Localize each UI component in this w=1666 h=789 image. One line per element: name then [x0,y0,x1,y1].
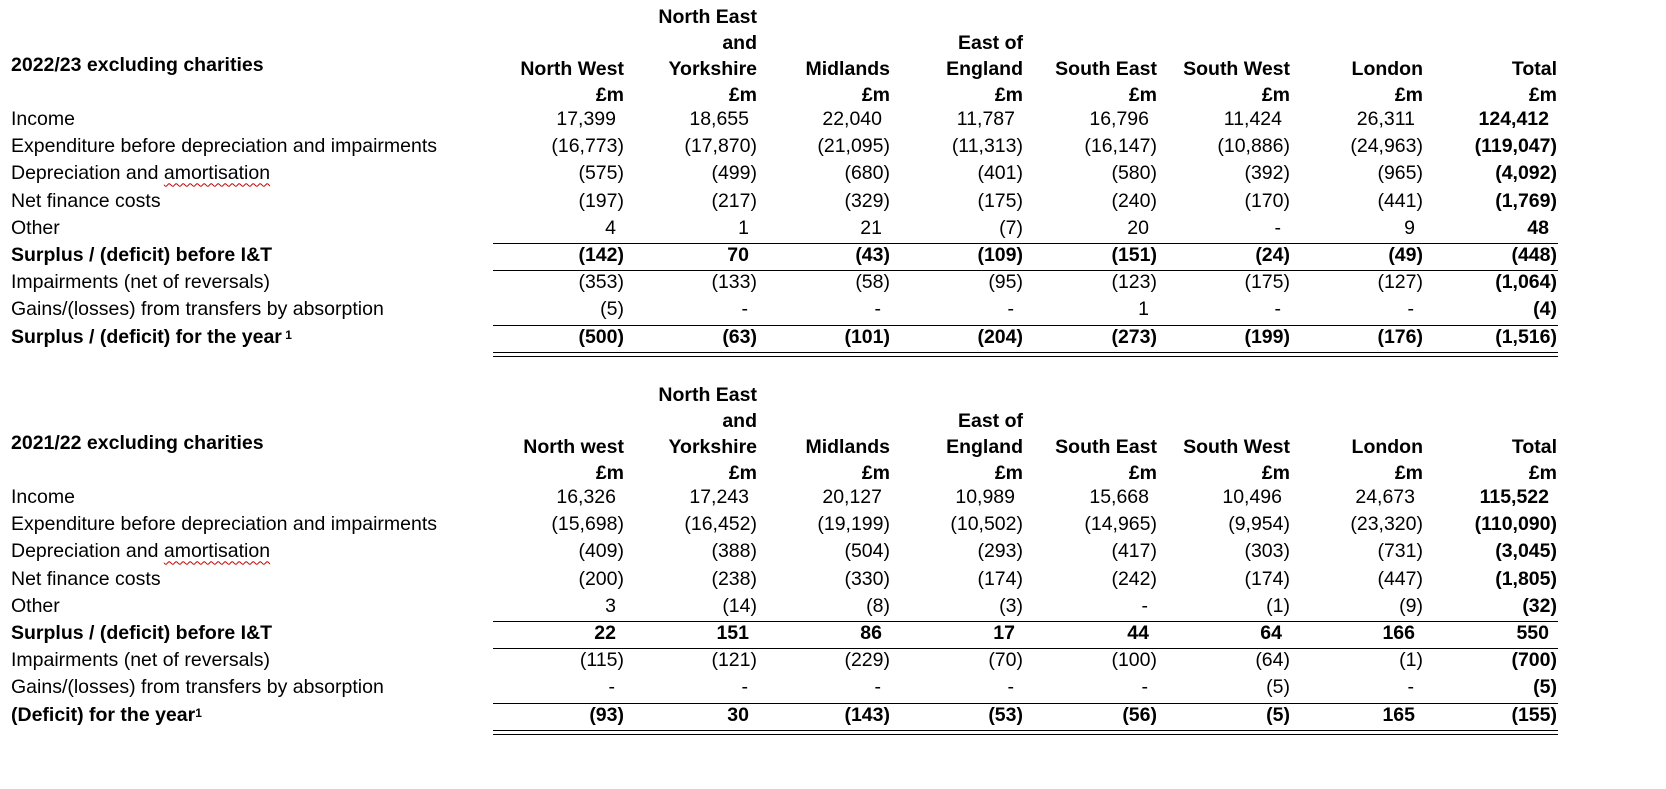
value-cell: (441) [1377,189,1423,212]
value-cell: (63) [722,325,757,348]
column-header-line [1055,382,1157,408]
column-header-line: £m [728,84,757,106]
value-cell: 17,399 [556,108,616,130]
value-cell: (392) [1244,162,1290,185]
column-header-line [523,382,624,408]
value-cell: (273) [1111,325,1157,348]
column-header-line [1352,4,1423,30]
total-cell: (119,047) [1474,135,1557,158]
column-header [1512,4,1557,108]
value-cell: (19,199) [817,513,890,536]
total-cell: (700) [1511,649,1557,672]
total-cell: 550 [1516,622,1549,644]
table-row [0,566,1666,593]
total-rule-top [493,325,1558,326]
table-row [0,593,1666,620]
column-header [805,4,890,108]
column-header [1055,382,1157,486]
column-header-line [520,30,624,56]
value-cell: (15,698) [551,513,624,536]
total-cell: (1,064) [1495,271,1557,294]
table-row [0,242,1666,269]
value-cell: (49) [1388,244,1423,266]
value-cell: (8) [866,594,890,617]
table-row [0,133,1666,160]
value-cell: 24,673 [1355,486,1415,508]
value-cell: 11,424 [1223,108,1282,130]
value-cell: 3 [605,594,616,617]
value-cell: 16,796 [1089,108,1149,130]
table-row [0,702,1666,729]
value-cell: (70) [988,649,1023,672]
value-cell: (7) [999,216,1023,239]
table-row [0,674,1666,701]
column-header [946,4,1023,108]
value-cell: 21 [860,216,882,239]
subtotal-rule-top [493,621,1558,622]
row-label-text: Net finance costs [11,567,161,590]
value-cell: (9,954) [1228,513,1290,536]
column-header-line: £m [1394,84,1423,106]
column-header-line: East of [957,32,1023,54]
column-header-line [1512,408,1557,434]
value-cell: 18,655 [689,108,749,130]
total-cell: (1,805) [1495,567,1557,590]
value-cell: 22,040 [822,108,882,130]
value-cell: (142) [578,244,624,266]
value-cell: 26,311 [1356,108,1415,130]
value-cell: (11,313) [951,135,1023,158]
row-label [11,215,60,242]
column-header-line: £m [1261,84,1290,106]
value-cell: (24) [1255,244,1290,266]
table-row [0,106,1666,133]
column-header-line: Yorkshire [668,58,757,80]
row-label [11,620,272,647]
row-label [11,484,75,511]
column-header-line: £m [1394,462,1423,484]
column-header-line: South East [1055,436,1157,458]
value-cell: (121) [711,649,757,672]
column-header-line: Total [1511,436,1557,458]
column-header [658,4,757,108]
value-cell: (101) [844,325,890,348]
column-header [658,382,757,486]
value-cell: (53) [988,703,1023,726]
row-label [11,242,272,269]
row-label-part: Depreciation and [11,540,164,563]
column-header-line [805,30,890,56]
value-cell: 22 [594,622,616,644]
value-cell: (21,095) [817,135,890,158]
row-label [11,593,60,620]
value-cell: (56) [1122,703,1157,726]
column-header [1183,382,1290,486]
column-header-line: South East [1055,58,1157,80]
column-header-line [1055,4,1157,30]
value-cell: 151 [716,622,749,644]
row-label [11,538,270,565]
value-cell: 11,787 [956,108,1015,130]
row-label [11,647,270,674]
value-cell: - [874,676,881,699]
column-header-line: £m [994,84,1023,106]
table-header [0,378,1666,486]
column-header-line [1183,30,1290,56]
column-header-line [1183,4,1290,30]
column-header-line: England [946,436,1023,458]
value-cell: 166 [1382,622,1415,644]
table-row [0,620,1666,647]
row-label-text: Surplus / (deficit) before I&T [11,622,273,644]
column-header-line: Yorkshire [668,436,757,458]
value-cell: (401) [977,162,1023,185]
row-label-text: Other [11,216,60,239]
footnote-marker: 1 [281,327,292,342]
value-cell: (93) [589,703,624,726]
row-label-text: Expenditure before depreciation and impairments [11,135,438,158]
value-cell: - [1407,676,1414,699]
row-label-text: Net finance costs [11,189,161,212]
value-cell: (303) [1244,540,1290,563]
total-cell: 124,412 [1478,108,1549,130]
column-header [805,382,890,486]
column-header-line: North East [658,6,757,28]
value-cell: (151) [1111,244,1157,266]
value-cell: (504) [844,540,890,563]
total-cell: 48 [1527,216,1549,239]
value-cell: (174) [1244,567,1290,590]
row-label [11,160,270,187]
column-header [1512,382,1557,486]
value-cell: (16,147) [1084,135,1157,158]
column-header-line: £m [1528,84,1557,106]
value-cell: (217) [711,189,757,212]
value-cell: (447) [1377,567,1423,590]
value-cell: - [1274,216,1281,239]
value-cell: (200) [578,567,624,590]
column-header-line: North west [523,436,624,458]
value-cell: - [1141,676,1148,699]
value-cell: - [1141,594,1148,617]
value-cell: - [741,676,748,699]
value-cell: (123) [1111,271,1157,294]
value-cell: (10,886) [1217,135,1290,158]
column-header [523,382,624,486]
value-cell: (115) [579,649,624,672]
column-header-line [1512,30,1557,56]
value-cell: (580) [1111,162,1157,185]
footnote-marker: 1 [195,705,202,720]
value-cell: 15,668 [1089,486,1149,508]
column-header-line [946,382,1023,408]
row-label-text: Income [11,108,75,130]
value-cell: (133) [711,271,757,294]
value-cell: (293) [977,540,1023,563]
column-header-line: and [722,32,757,54]
value-cell: - [1007,676,1014,699]
column-header-line: £m [1128,462,1157,484]
value-cell: (417) [1111,540,1157,563]
value-cell: (238) [711,567,757,590]
value-cell: (409) [578,540,624,563]
value-cell: (16,452) [684,513,757,536]
value-cell: - [1007,298,1014,321]
column-header-line: England [946,58,1023,80]
column-header-line [1352,382,1423,408]
column-header-line: Midlands [805,436,890,458]
value-cell: (5) [1266,703,1290,726]
column-header-line: Midlands [805,58,890,80]
value-cell: (95) [988,271,1023,294]
value-cell: (64) [1255,649,1290,672]
value-cell: 9 [1404,216,1415,239]
value-cell: (199) [1244,325,1290,348]
subtotal-rule-top [493,243,1558,244]
value-cell: (175) [1244,271,1290,294]
column-header-line: £m [994,462,1023,484]
value-cell: - [741,298,748,321]
column-header-line: South West [1183,58,1290,80]
column-header-line: £m [1528,462,1557,484]
value-cell: (170) [1244,189,1290,212]
total-cell: (32) [1522,594,1557,617]
value-cell: (5) [1266,676,1290,699]
row-label-text: Other [11,594,60,617]
value-cell: 86 [860,622,882,644]
value-cell: (175) [977,189,1023,212]
value-cell: 165 [1382,703,1415,726]
column-header-line: £m [595,462,624,484]
row-label [11,566,161,593]
column-header-line [1512,382,1557,408]
value-cell: - [1407,298,1414,321]
value-cell: 30 [727,703,749,726]
row-label-text: Impairments (net of reversals) [11,649,270,672]
table-title: 2021/22 excluding charities [11,432,264,454]
subtotal-rule-bottom [493,270,1558,271]
value-cell: (204) [977,325,1023,348]
value-cell: (731) [1377,540,1423,563]
total-rule-top [493,703,1558,704]
value-cell: (229) [844,649,890,672]
value-cell: (14,965) [1084,513,1157,536]
value-cell: 20,127 [822,486,882,508]
total-cell: (4) [1533,298,1557,321]
column-header-line: £m [1261,462,1290,484]
column-header-line: £m [1128,84,1157,106]
table-row [0,160,1666,187]
row-label [11,674,384,701]
value-cell: - [608,676,615,699]
value-cell: (965) [1377,162,1423,185]
value-cell: 44 [1127,622,1149,644]
value-cell: - [1274,298,1281,321]
row-label-text: Surplus / (deficit) for the year [11,325,282,348]
value-cell: 16,326 [556,486,616,508]
table-title: 2022/23 excluding charities [11,54,264,76]
column-header-line: Total [1511,58,1557,80]
value-cell: (23,320) [1350,513,1423,536]
column-header-line [1055,408,1157,434]
value-cell: (330) [844,567,890,590]
column-header-line: North West [520,58,624,80]
row-label-text: Surplus / (deficit) before I&T [11,244,273,266]
value-cell: 17,243 [689,486,749,508]
value-cell: (143) [844,703,890,726]
column-header [1352,382,1423,486]
value-cell: (242) [1111,567,1157,590]
total-cell: (5) [1533,676,1557,699]
row-label [11,702,202,729]
row-label [11,106,75,133]
value-cell: (127) [1377,271,1423,294]
value-cell: (43) [855,244,890,266]
row-label [11,324,292,351]
value-cell: (176) [1377,325,1423,348]
column-header [1352,4,1423,108]
column-header-line [1183,408,1290,434]
row-label [11,269,270,296]
value-cell: 10,496 [1222,486,1282,508]
row-label [11,296,384,323]
column-header-line: London [1351,436,1423,458]
value-cell: 17 [993,622,1015,644]
value-cell: 1 [1138,298,1149,321]
column-header-line [1183,382,1290,408]
column-header [520,4,624,108]
value-cell: (10,502) [950,513,1023,536]
value-cell: (1) [1266,594,1290,617]
value-cell: 1 [738,216,749,239]
value-cell: (388) [711,540,757,563]
value-cell: 4 [605,216,616,239]
column-header-line: £m [861,84,890,106]
value-cell: (17,870) [684,135,757,158]
total-double-rule [493,352,1558,357]
column-header-line: North East [658,384,757,406]
column-header-line [523,408,624,434]
column-header-line [1512,4,1557,30]
column-header-line: £m [595,84,624,106]
column-header [1183,4,1290,108]
table-row [0,269,1666,296]
total-cell: (1,769) [1495,189,1557,212]
row-label-text: Income [11,486,75,508]
row-label-text: Expenditure before depreciation and impairments [11,513,438,536]
total-double-rule [493,730,1558,735]
column-header-line: East of [957,410,1023,432]
total-cell: (155) [1511,703,1557,726]
value-cell: (353) [578,271,624,294]
value-cell: (109) [977,244,1023,266]
value-cell: (680) [844,162,890,185]
value-cell: (240) [1111,189,1157,212]
value-cell: (197) [578,189,624,212]
value-cell: (3) [999,594,1023,617]
value-cell: (5) [600,298,624,321]
total-cell: (1,516) [1495,325,1557,348]
column-header-line [805,408,890,434]
row-label-part: amortisation [163,162,271,185]
total-cell: (110,090) [1474,513,1557,536]
column-header [946,382,1023,486]
column-header-line [805,4,890,30]
table-row [0,296,1666,323]
table-row [0,511,1666,538]
row-label-text: Gains/(losses) from transfers by absorption [11,298,384,321]
column-header-line [1352,408,1423,434]
column-header-line [946,4,1023,30]
value-cell: 64 [1260,622,1282,644]
table-row [0,215,1666,242]
value-cell: 10,989 [955,486,1015,508]
row-label-part: amortisation [163,540,271,563]
table-row [0,484,1666,511]
row-label-text: Gains/(losses) from transfers by absorption [11,676,384,699]
column-header-line [1352,30,1423,56]
column-header [1055,4,1157,108]
row-label [11,511,437,538]
row-label [11,188,161,215]
column-header-line [520,4,624,30]
total-cell: (3,045) [1495,540,1557,563]
subtotal-rule-bottom [493,648,1558,649]
row-label-text: (Deficit) for the year [11,703,196,726]
row-label [11,133,437,160]
total-cell: (4,092) [1495,162,1557,185]
table-row [0,188,1666,215]
table-row [0,324,1666,351]
row-label-part: Depreciation and [11,162,164,185]
value-cell: (329) [844,189,890,212]
total-cell: 115,522 [1479,486,1549,508]
column-header-line: South West [1183,436,1290,458]
column-header-line: London [1351,58,1423,80]
column-header-line: and [722,410,757,432]
value-cell: (100) [1111,649,1157,672]
value-cell: (16,773) [551,135,624,158]
value-cell: (1) [1399,649,1423,672]
column-header-line: £m [861,462,890,484]
value-cell: (575) [578,162,624,185]
value-cell: (14) [722,594,757,617]
value-cell: (58) [855,271,890,294]
column-header-line: £m [728,462,757,484]
value-cell: (499) [711,162,757,185]
value-cell: (500) [578,325,624,348]
table-row [0,538,1666,565]
value-cell: 20 [1127,216,1149,239]
row-label-text: Impairments (net of reversals) [11,271,270,294]
value-cell: 70 [727,244,749,266]
value-cell: (24,963) [1350,135,1423,158]
value-cell: (9) [1399,594,1423,617]
column-header-line [1055,30,1157,56]
table-header [0,0,1666,108]
total-cell: (448) [1511,244,1557,266]
value-cell: (174) [977,567,1023,590]
table-row [0,647,1666,674]
column-header-line [805,382,890,408]
value-cell: - [874,298,881,321]
